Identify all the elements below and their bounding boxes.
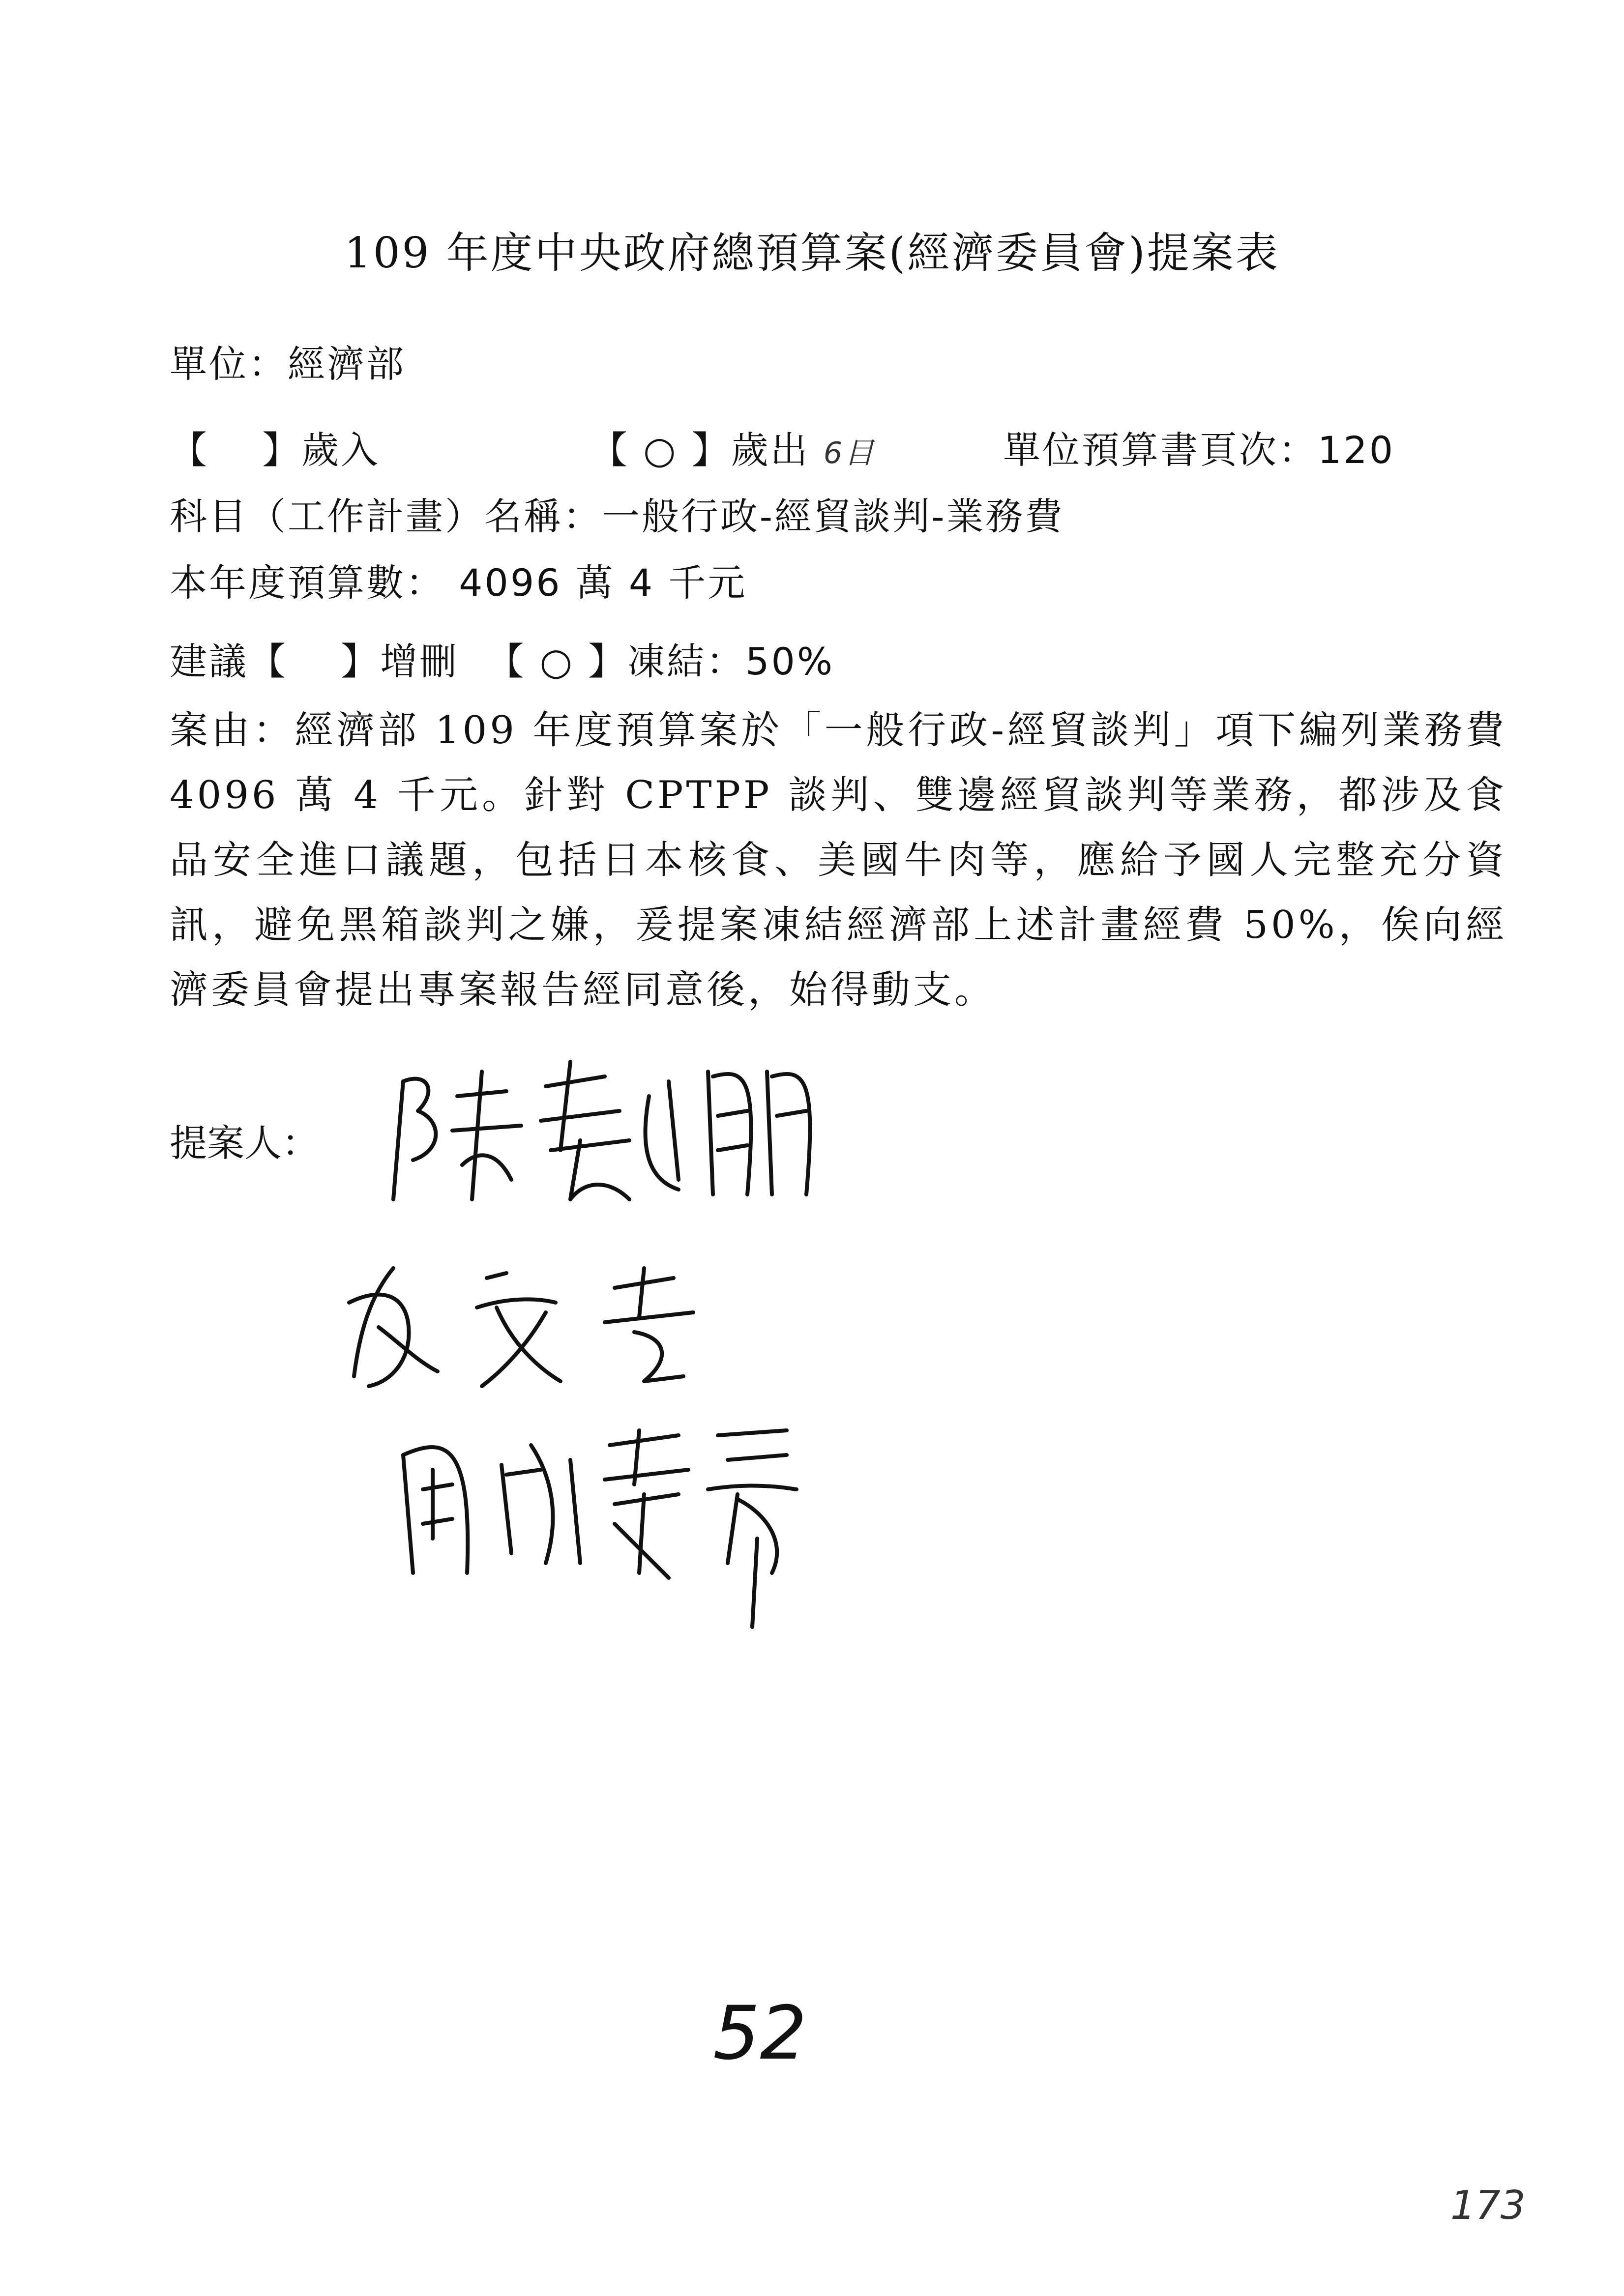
budget-amount-line (170, 553, 747, 607)
reason-paragraph: 案由：經濟部 109 年度預算案於「一般行政-經貿談判」項下編列業務費 4096 萬 4 千元。針對 CPTPP 談判、雙邊經貿談判等業務，都涉及食品安全進口議題，包括日本核食、美國牛肉等，應給予國人完整充分資訊，避免黑箱談判之嫌，爰提案凍結經濟部上述計畫經費 50%，俟向經濟委員會提出專案報告經同意後，始得動支。 (170, 708, 1507, 1012)
unit-label: 單位： (170, 342, 288, 386)
freeze-value: 50% (745, 639, 835, 683)
expense-checkbox: 【 ○ 】 (590, 428, 731, 472)
budget-amount-value: 4096 萬 4 千元 (459, 561, 747, 605)
subject-value: 一般行政-經貿談判-業務費 (602, 494, 1064, 538)
signature-1-image (374, 1052, 865, 1219)
revenue-label: 歲入 (301, 428, 381, 472)
freeze-label: 凍結： (627, 639, 746, 683)
signature-3-image (384, 1416, 875, 1642)
page-title: 109 年度中央政府總預算案(經濟委員會)提案表 (344, 229, 1280, 278)
page-ref-label: 單位預算書頁次： (1003, 428, 1318, 472)
signature-2-image (339, 1258, 782, 1406)
subject-line (170, 487, 1064, 540)
unit-line (170, 334, 406, 388)
proposal-label: 建議 (170, 639, 248, 683)
page-ref-group (1003, 420, 1395, 474)
proposer-label: 提案人： (170, 1121, 319, 1165)
unit-value: 經濟部 (288, 342, 406, 386)
subject-label: 科目（工作計畫）名稱： (170, 494, 602, 538)
budget-amount-label: 本年度預算數： (170, 561, 445, 605)
freeze-checkbox: 【 ○ 】 (486, 639, 628, 683)
proposal-line (170, 632, 834, 685)
expense-group (590, 420, 876, 474)
revenue-checkbox: 【 】 (170, 428, 302, 472)
expense-handwritten-note: 6目 (823, 436, 876, 470)
page-ref-value: 120 (1318, 428, 1395, 472)
handwritten-page-number: 52 (713, 1991, 807, 2076)
add-delete-checkbox: 【 】 (248, 639, 381, 683)
corner-page-number: 173 (1450, 2182, 1526, 2228)
add-delete-label: 增刪 (380, 639, 459, 683)
budget-type-line (170, 420, 380, 474)
expense-label: 歲出 (731, 428, 810, 472)
